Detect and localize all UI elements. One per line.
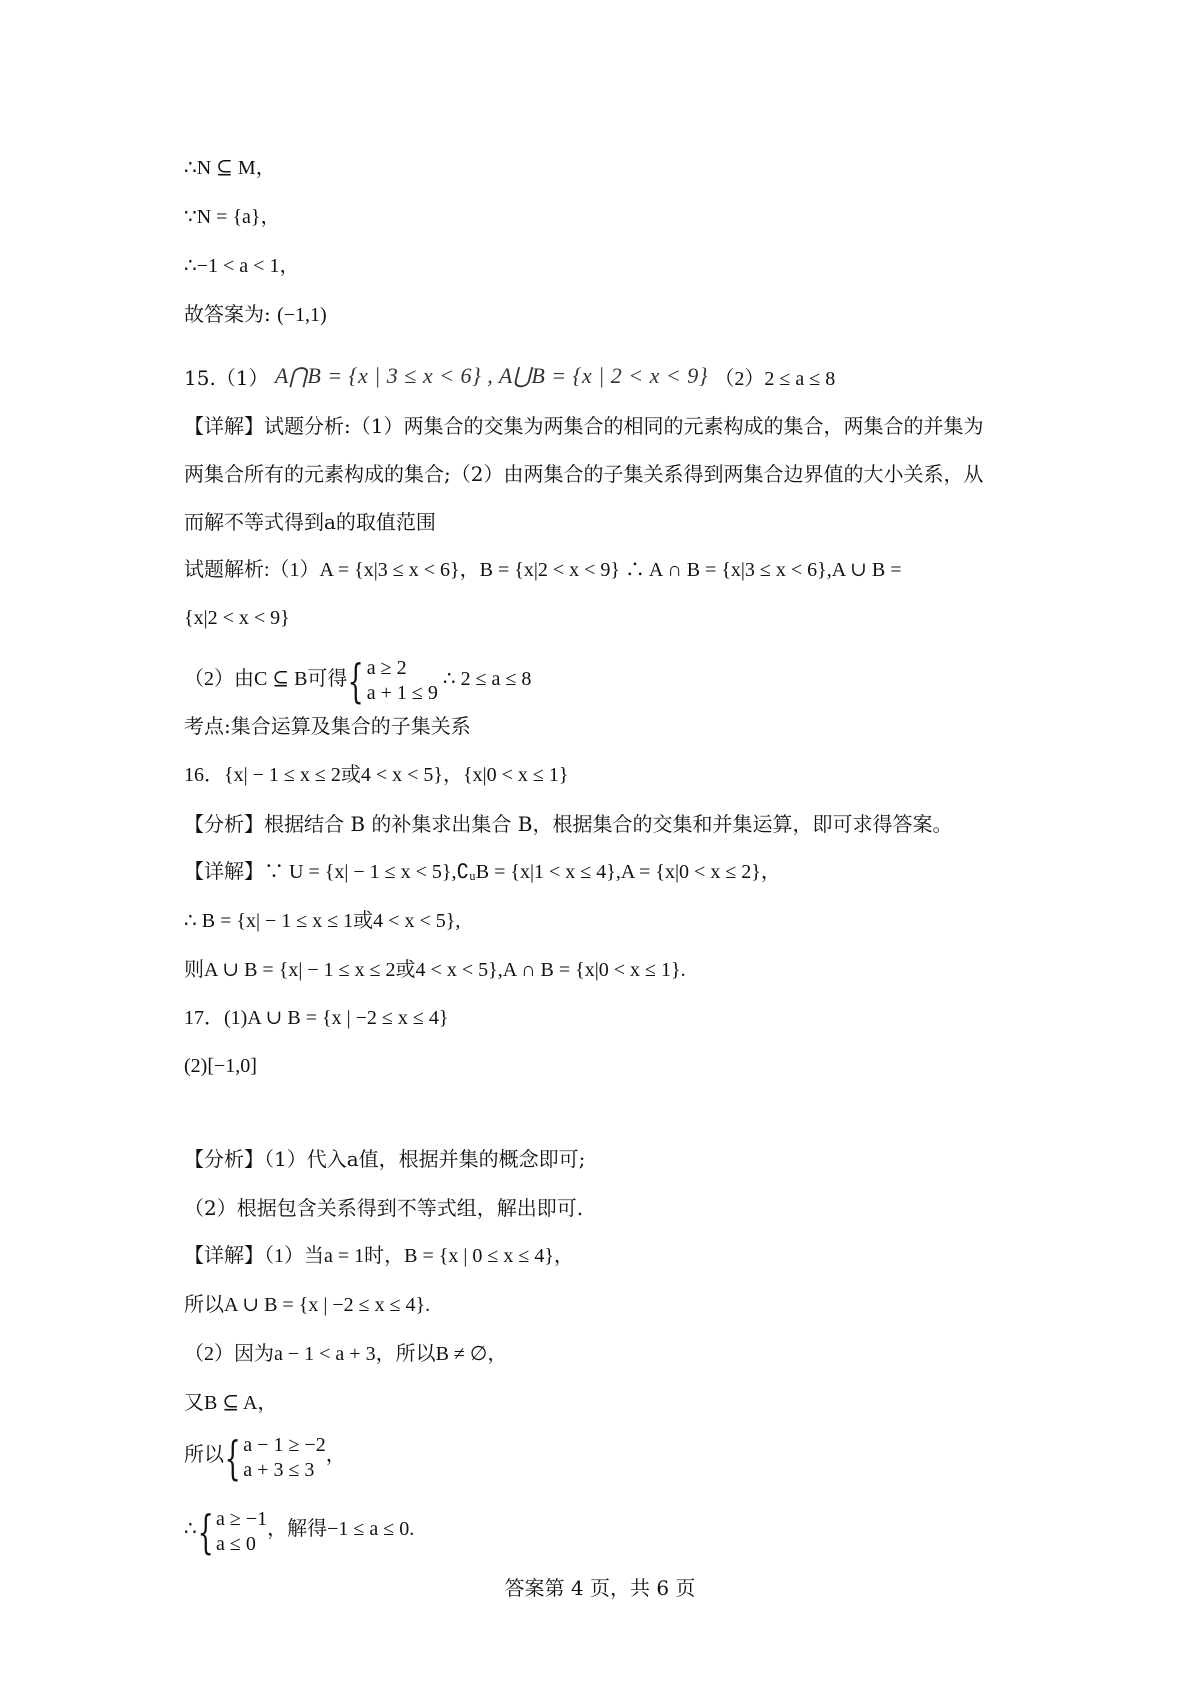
q15-sol3-suffix: ∴ 2 ≤ a ≤ 8	[442, 668, 532, 690]
q15-solution-line-3	[184, 654, 532, 709]
q15-sys-row-2: a + 1 ≤ 9	[366, 682, 438, 705]
brace-symbol: {	[224, 1430, 241, 1485]
q15-number: 15.（1）	[184, 366, 269, 390]
q17-detail-6	[184, 1502, 414, 1557]
line-answer-14	[184, 300, 327, 329]
q17-detail-2: 所以A ∪ B = {x | −2 ≤ x ≤ 4}.	[184, 1294, 431, 1316]
line-n-subset-m: ∴N ⊆ M，	[184, 157, 276, 179]
q17-detail-4: 又B ⊆ A，	[184, 1392, 278, 1414]
q17-inequality-system-1	[224, 1429, 326, 1483]
q16-detail-line-1: 【详解】∵ U = {x| − 1 ≤ x < 5},∁ᵤB = {x|1 < x ≤ 4},A = {x|0 < x ≤ 2}，	[184, 861, 781, 883]
q17-d6-prefix: ∴	[184, 1518, 197, 1540]
q15-detail-line-2: 两集合所有的元素构成的集合;（2）由两集合的子集关系得到两集合边界值的大小关系，从	[184, 462, 984, 486]
q17-answer-1: 17．(1)A ∪ B = {x | −2 ≤ x ≤ 4}	[184, 1007, 449, 1029]
q15-detail-line-3: 而解不等式得到a的取值范围	[184, 510, 436, 534]
line-a-range: ∴−1 < a < 1，	[184, 255, 300, 277]
q17-detail-5	[184, 1428, 346, 1483]
q15-solution-line-1: 试题解析:（1）A = {x|3 ≤ x < 6}，B = {x|2 < x < 9} ∴ A ∩ B = {x|3 ≤ x < 6},A ∪ B =	[184, 559, 902, 581]
q17-sys1-row-1: a − 1 ≥ −2	[243, 1433, 326, 1456]
q17-detail-3: （2）因为a − 1 < a + 3，所以B ≠ ∅，	[184, 1343, 508, 1365]
q15-part2-answer: （2）2 ≤ a ≤ 8	[714, 368, 836, 390]
q15-answer-line	[184, 362, 835, 393]
q17-d5-suffix: ，	[325, 1444, 346, 1466]
q15-inequality-system	[347, 654, 438, 709]
q15-solution-line-2: {x|2 < x < 9}	[184, 607, 290, 629]
q16-detail-line-3: 则A ∪ B = {x| − 1 ≤ x ≤ 2或4 < x < 5},A ∩ B = {x|0 < x ≤ 1}.	[184, 959, 686, 981]
q17-sys1-row-2: a + 3 ≤ 3	[243, 1458, 315, 1481]
answer-value: (−1,1)	[277, 304, 327, 326]
brace-symbol: {	[348, 654, 365, 709]
q15-kaodian: 考点:集合运算及集合的子集关系	[184, 714, 471, 738]
q16-analysis: 【分析】根据结合 B 的补集求出集合 B，根据集合的交集和并集运算，即可求得答案。	[184, 812, 953, 836]
q15-sys-row-1: a ≥ 2	[366, 657, 407, 680]
brace-symbol: {	[197, 1504, 214, 1559]
q15-sol3-prefix: （2）由C ⊆ B可得	[184, 668, 348, 690]
q17-sys2-row-2: a ≤ 0	[216, 1532, 256, 1555]
q16-answer: 16．{x| − 1 ≤ x ≤ 2或4 < x < 5}，{x|0 < x ≤ 1}	[184, 764, 569, 786]
q17-analysis-1: 【分析】（1）代入a值，根据并集的概念即可;	[184, 1147, 586, 1171]
q17-sys2-row-1: a ≥ −1	[216, 1507, 268, 1530]
q17-analysis-2: （2）根据包含关系得到不等式组，解出即可.	[184, 1196, 584, 1220]
q17-d6-suffix: ，解得−1 ≤ a ≤ 0.	[267, 1518, 415, 1540]
q17-answer-2: (2)[−1,0]	[184, 1055, 257, 1077]
q15-formula-image: A⋂B = {x | 3 ≤ x < 6} , A⋃B = {x | 2 < x < 9}	[274, 363, 708, 388]
q15-detail-line-1: 【详解】试题分析:（1）两集合的交集为两集合的相同的元素构成的集合，两集合的并集为	[184, 414, 984, 438]
q17-inequality-system-2	[197, 1503, 267, 1557]
answer-label: 故答案为:	[184, 302, 271, 326]
line-n-equals-a: ∵N = {a}，	[184, 206, 281, 228]
q17-detail-1: 【详解】（1）当a = 1时，B = {x | 0 ≤ x ≤ 4}，	[184, 1245, 574, 1267]
q16-detail-line-2: ∴ B = {x| − 1 ≤ x ≤ 1或4 < x < 5},	[184, 910, 461, 932]
page-footer: 答案第 4 页，共 6 页	[504, 1576, 696, 1600]
q17-d5-prefix: 所以	[184, 1444, 224, 1466]
